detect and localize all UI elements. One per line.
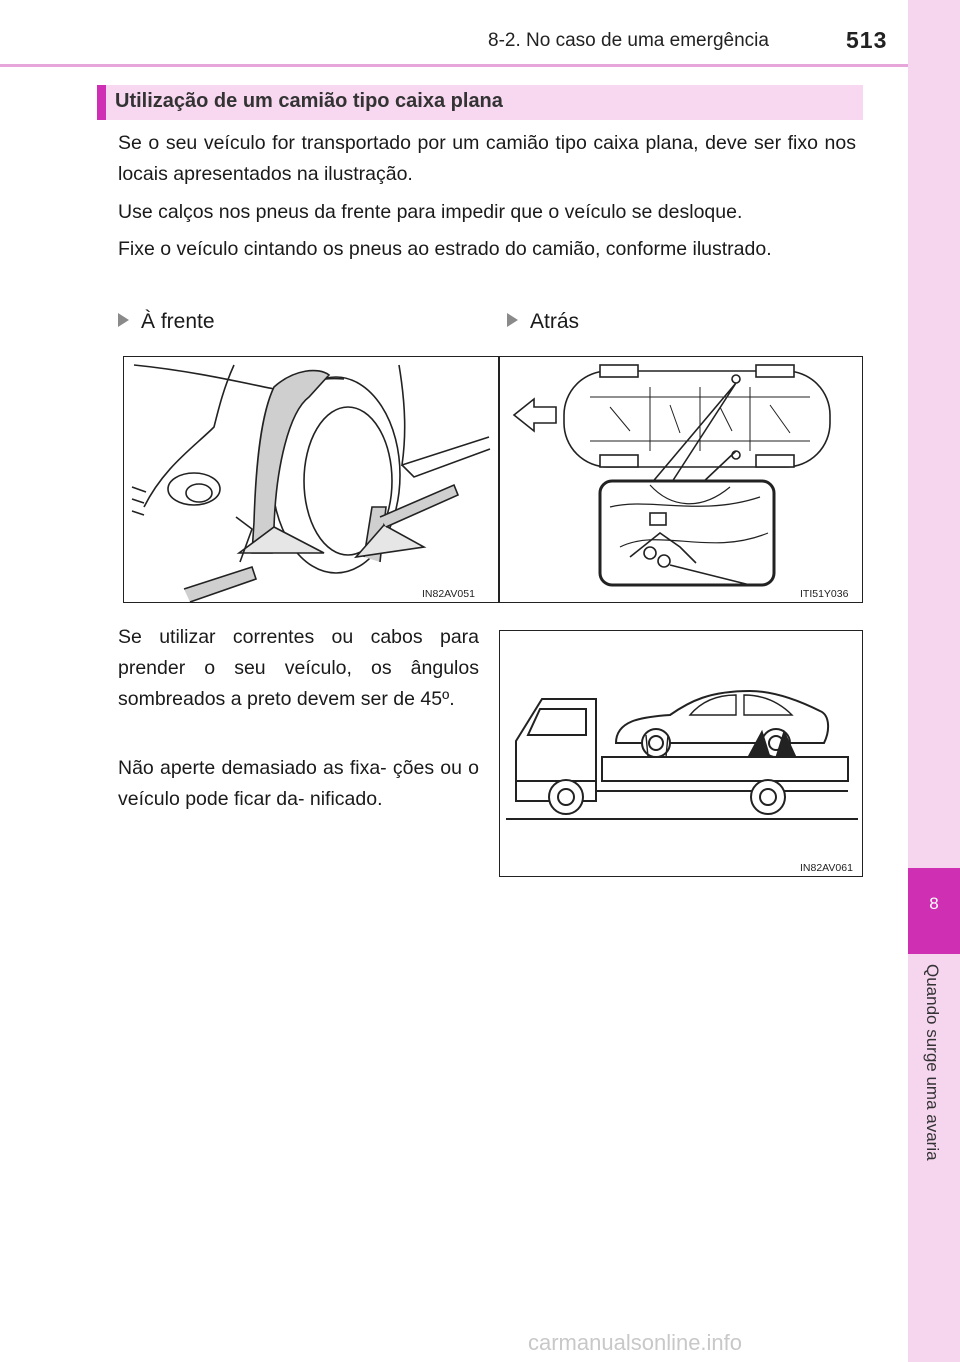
figure-front-wheel: [123, 356, 499, 603]
figure-code-rear: ITI51Y036: [800, 588, 849, 600]
paragraph-chain-angle: Se utilizar correntes ou cabos para prender o seu veículo, os ângulos sombreados a preto devem ser de 45º.: [118, 626, 479, 710]
flatbed-truck-illustration: [500, 631, 864, 878]
label-front: [118, 310, 215, 334]
front-wheel-strap-illustration: [124, 357, 500, 604]
triangle-bullet-icon: [507, 313, 518, 327]
chapter-title: Quando surge uma avaria: [923, 964, 942, 1161]
section-heading: Utilização de um camião tipo caixa plana: [115, 90, 503, 112]
paragraph-chocks: Use calços nos pneus da frente para impedir que o veículo se desloque.: [118, 201, 743, 223]
chapter-title-container: [908, 962, 960, 1222]
header-divider: [0, 64, 908, 67]
page-number: 513: [846, 27, 888, 53]
label-front-text: À frente: [141, 310, 215, 333]
figure-flatbed-truck: [499, 630, 863, 877]
triangle-bullet-icon: [118, 313, 129, 327]
paragraph-overtighten: Não aperte demasiado as fixa- ções ou o veículo pode ficar da- nificado.: [118, 757, 479, 810]
rear-tiedown-illustration: [500, 357, 864, 604]
figure-code-truck: IN82AV061: [800, 862, 853, 874]
figure-code-front: IN82AV051: [422, 588, 475, 600]
sidebar-tab-top: [908, 0, 960, 868]
paragraph-transport: Se o seu veículo for transportado por um camião tipo caixa plana, deve ser fixo nos locais apresentados na ilustração.: [118, 132, 856, 185]
figure-rear-tiedown: [499, 356, 863, 603]
chapter-number: 8: [929, 894, 939, 913]
label-rear-text: Atrás: [530, 310, 580, 333]
paragraph-strapping: Fixe o veículo cintando os pneus ao estrado do camião, conforme ilustrado.: [118, 238, 772, 260]
section-title: 8-2. No caso de uma emergência: [488, 30, 769, 51]
watermark: carmanualsonline.info: [528, 1330, 743, 1355]
label-rear: [507, 310, 579, 334]
